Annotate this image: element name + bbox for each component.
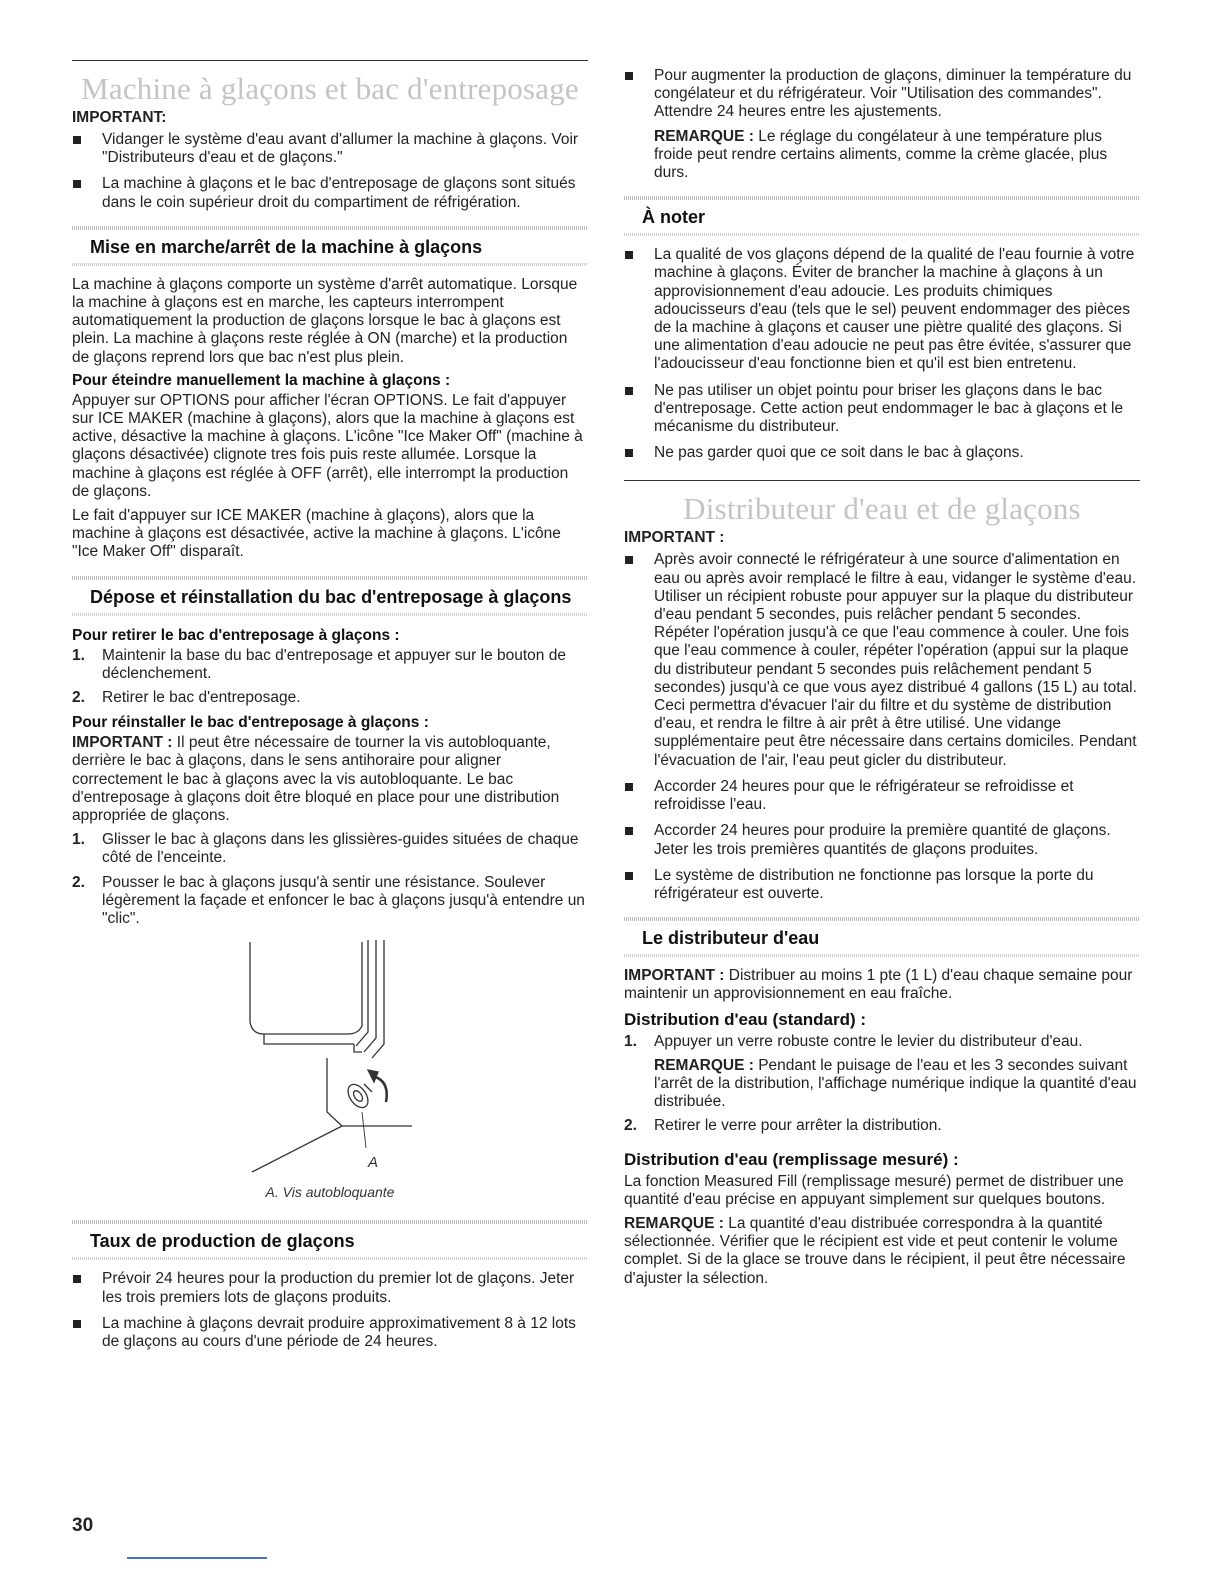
left-column	[72, 60, 588, 1359]
paragraph: La machine à glaçons comporte un système d'arrêt automatique. Lorsque la machine à glaçons est en marche, les capteurs interrompent automatiquement la production de glaçons lorsque le bac à glaçons est plein. La machine à glaçons reste réglée à ON (marche) et la production de glaçons reprend lors que bac n'est plus plein.	[72, 275, 578, 366]
anoter-list	[624, 246, 1140, 462]
list-item: Prévoir 24 heures pour la production du premier lot de glaçons. Jeter les trois premiers lots de glaçons produits.	[72, 1270, 588, 1306]
paragraph: IMPORTANT : Distribuer au moins 1 pte (1 L) d'eau chaque semaine pour maintenir un approvisionnement en eau fraîche.	[624, 967, 1133, 1003]
subsection-header-rate	[72, 1220, 588, 1260]
list-item: 1. Glisser le bac à glaçons dans les glissières-guides situées de chaque côté de l'enceinte.	[72, 831, 579, 867]
paragraph: La fonction Measured Fill (remplissage mesuré) permet de distribuer une quantité d'eau précise en appuyant simplement sur quelques boutons.	[624, 1172, 1124, 1208]
list-item: Ne pas utiliser un objet pointu pour briser les glaçons dans le bac d'entreposage. Cette action peut endommager le bac à glaçons et le mécanisme du distributeur.	[624, 382, 1140, 437]
paragraph: REMARQUE : La quantité d'eau distribuée correspondra à la quantité sélectionnée. Vérifier que le récipient est vide et peut contenir le volume complet. Si de la glace se trouve dans le récipient, il peut être nécessaire d'ajuster la sélection.	[624, 1214, 1126, 1287]
section-title-dispenser: Distributeur d'eau et de glaçons	[683, 491, 1081, 527]
list-item: 2. Pousser le bac à glaçons jusqu'à sentir une résistance. Soulever légèrement la façade et enfoncer le bac à glaçons jusqu'à entendre un "clic".	[72, 873, 585, 928]
list-item: La machine à glaçons devrait produire approximativement 8 à 12 lots de glaçons au cours d'une période de 24 heures.	[72, 1315, 588, 1351]
subsection-title: Mise en marche/arrêt de la machine à glaçons	[90, 236, 483, 257]
paragraph: Appuyer sur OPTIONS pour afficher l'écran OPTIONS. Le fait d'appuyer sur ICE MAKER (machine à glaçons), alors que la machine à glaçons est active, désactive la machine à glaçons. L'icône "Ice Maker Off" (machine à glaçons désactivée) clignote tres fois puis reste allumée. Lorsque la machine à glaçons est réglée à OFF (arrêt), elle interrompt la production de glaçons.	[72, 391, 583, 500]
list-item: 2. Retirer le verre pour arrêter la distribution.	[624, 1117, 942, 1135]
list-item: La machine à glaçons et le bac d'entreposage de glaçons sont situés dans le coin supérieur droit du compartiment de réfrigération.	[72, 175, 588, 211]
bottom-link-underline	[127, 1557, 267, 1559]
subsection-title: Le distributeur d'eau	[642, 928, 820, 949]
list-item: Vidanger le système d'eau avant d'allumer la machine à glaçons. Voir "Distributeurs d'eau et de glaçons."	[72, 131, 588, 167]
ice-bin-figure	[72, 934, 588, 1214]
subsection-title: À noter	[642, 207, 705, 228]
list-item: Accorder 24 heures pour produire la première quantité de glaçons. Jeter les trois premières quantités de glaçons produites.	[624, 822, 1140, 858]
paragraph: IMPORTANT : Il peut être nécessaire de tourner la vis autobloquante, derrière le bac à glaçons, dans le sens antihoraire pour aligner correctement le bac à glaçons avec la vis autobloquante. Le bac d'entreposage à glaçons doit être bloqué en place pour une distribution appropriée de glaçons.	[72, 734, 560, 825]
list-item: 2. Retirer le bac d'entreposage.	[72, 689, 301, 707]
subsection-title: Dépose et réinstallation du bac d'entreposage à glaçons	[90, 586, 572, 607]
list-item: La qualité de vos glaçons dépend de la qualité de l'eau fournie à votre machine à glaçons. Éviter de brancher la machine à glaçons à un approvisionnement d'eau adoucie. Les produits chimiques adoucisseurs d'eau (tels que le sel) peuvent endommager des pièces de la machine à glaçons et causer une piètre qualité des glaçons. Si une alimentation d'eau adoucie ne peut pas être évitée, s'assurer que l'adoucisseur d'eau fonctionne bien et qu'il est bien entretenu.	[624, 246, 1140, 373]
list-item: Accorder 24 heures pour que le réfrigérateur se refroidisse et refroidisse l'eau.	[624, 778, 1140, 814]
reinstall-steps	[72, 831, 588, 928]
list-item: Ne pas garder quoi que ce soit dans le bac à glaçons.	[624, 444, 1140, 462]
page-number: 30	[72, 1515, 94, 1536]
sub-heading: Distribution d'eau (remplissage mesuré) :	[624, 1149, 959, 1169]
ice-bin-illustration	[72, 934, 588, 1184]
list-item: Pour augmenter la production de glaçons, diminuer la température du congélateur et du réfrigérateur. Voir "Utilisation des commandes". Attendre 24 heures entre les ajustements. REMARQUE : Le réglage du congélateur à une température plus froide peut rendre certains aliments, comme la crème glacée, plus durs.	[624, 67, 1140, 182]
list-item: Après avoir connecté le réfrigérateur à une source d'alimentation en eau ou après avoir remplacé le filtre à eau, vidanger le système d'eau. Utiliser un récipient robuste pour appuyer sur la plaque du distributeur d'eau pendant 5 secondes, puis relâcher pendant 5 secondes. Répéter l'opération jusqu'à ce que l'eau commence à couler. Une fois que l'eau commence à couler, répéter l'opération (appui sur la plaque du distributeur pendant 5 secondes puis relâchement pendant 5 secondes) jusqu'à ce que vous ayez distribué 4 gallons (15 L) au total. Ceci permettra d'évacuer l'air du filtre et du système de distribution d'eau, et rendra le filtre à air prêt à être utilisé. Une vidange supplémentaire peut être nécessaire dans certains domiciles. Pendant l'évacuation de l'air, l'eau peut gicler du distributeur.	[624, 551, 1140, 769]
important-label: IMPORTANT:	[72, 109, 167, 126]
standard-steps	[624, 1033, 1140, 1136]
subsection-header-anoter	[624, 196, 1140, 236]
paragraph: Le fait d'appuyer sur ICE MAKER (machine à glaçons), alors que la machine à glaçons est désactivée, active la machine à glaçons. L'icône "Ice Maker Off" disparaît.	[72, 507, 561, 561]
list-item: 1. Maintenir la base du bac d'entreposage et appuyer sur le bouton de déclenchement.	[72, 646, 566, 682]
right-column	[624, 67, 1140, 1288]
ice-maker-section	[72, 60, 588, 212]
subsection-header-bin	[72, 576, 588, 616]
rate-list	[72, 1270, 588, 1351]
list-item: Le système de distribution ne fonctionne pas lorsque la porte du réfrigérateur est ouverte.	[624, 867, 1140, 903]
list-item: 1. Appuyer un verre robuste contre le levier du distributeur d'eau. REMARQUE : Pendant le puisage de l'eau et les 3 secondes suivant l'arrêt de la distribution, l'affichage numérique indique la quantité d'eau distribuée.	[624, 1032, 1137, 1111]
subsection-header-water	[624, 917, 1140, 957]
dispenser-list	[624, 551, 1140, 903]
rate-continued-list	[624, 67, 1140, 182]
section-title-ice-maker: Machine à glaçons et bac d'entreposage	[81, 71, 579, 106]
sub-heading: Distribution d'eau (standard) :	[624, 1009, 867, 1029]
dispenser-section	[624, 480, 1140, 903]
subsection-title: Taux de production de glaçons	[90, 1231, 355, 1252]
figure-caption: A. Vis autobloquante	[265, 1184, 395, 1201]
remove-steps	[72, 647, 588, 708]
sub-heading: Pour retirer le bac d'entreposage à glaçons :	[72, 626, 400, 644]
important-list	[72, 131, 588, 212]
figure-label-a: A	[368, 1154, 379, 1172]
subsection-header-onoff	[72, 226, 588, 266]
sub-heading: Pour éteindre manuellement la machine à glaçons :	[72, 371, 451, 389]
important-label: IMPORTANT :	[624, 529, 725, 547]
sub-heading: Pour réinstaller le bac d'entreposage à glaçons :	[72, 714, 429, 732]
